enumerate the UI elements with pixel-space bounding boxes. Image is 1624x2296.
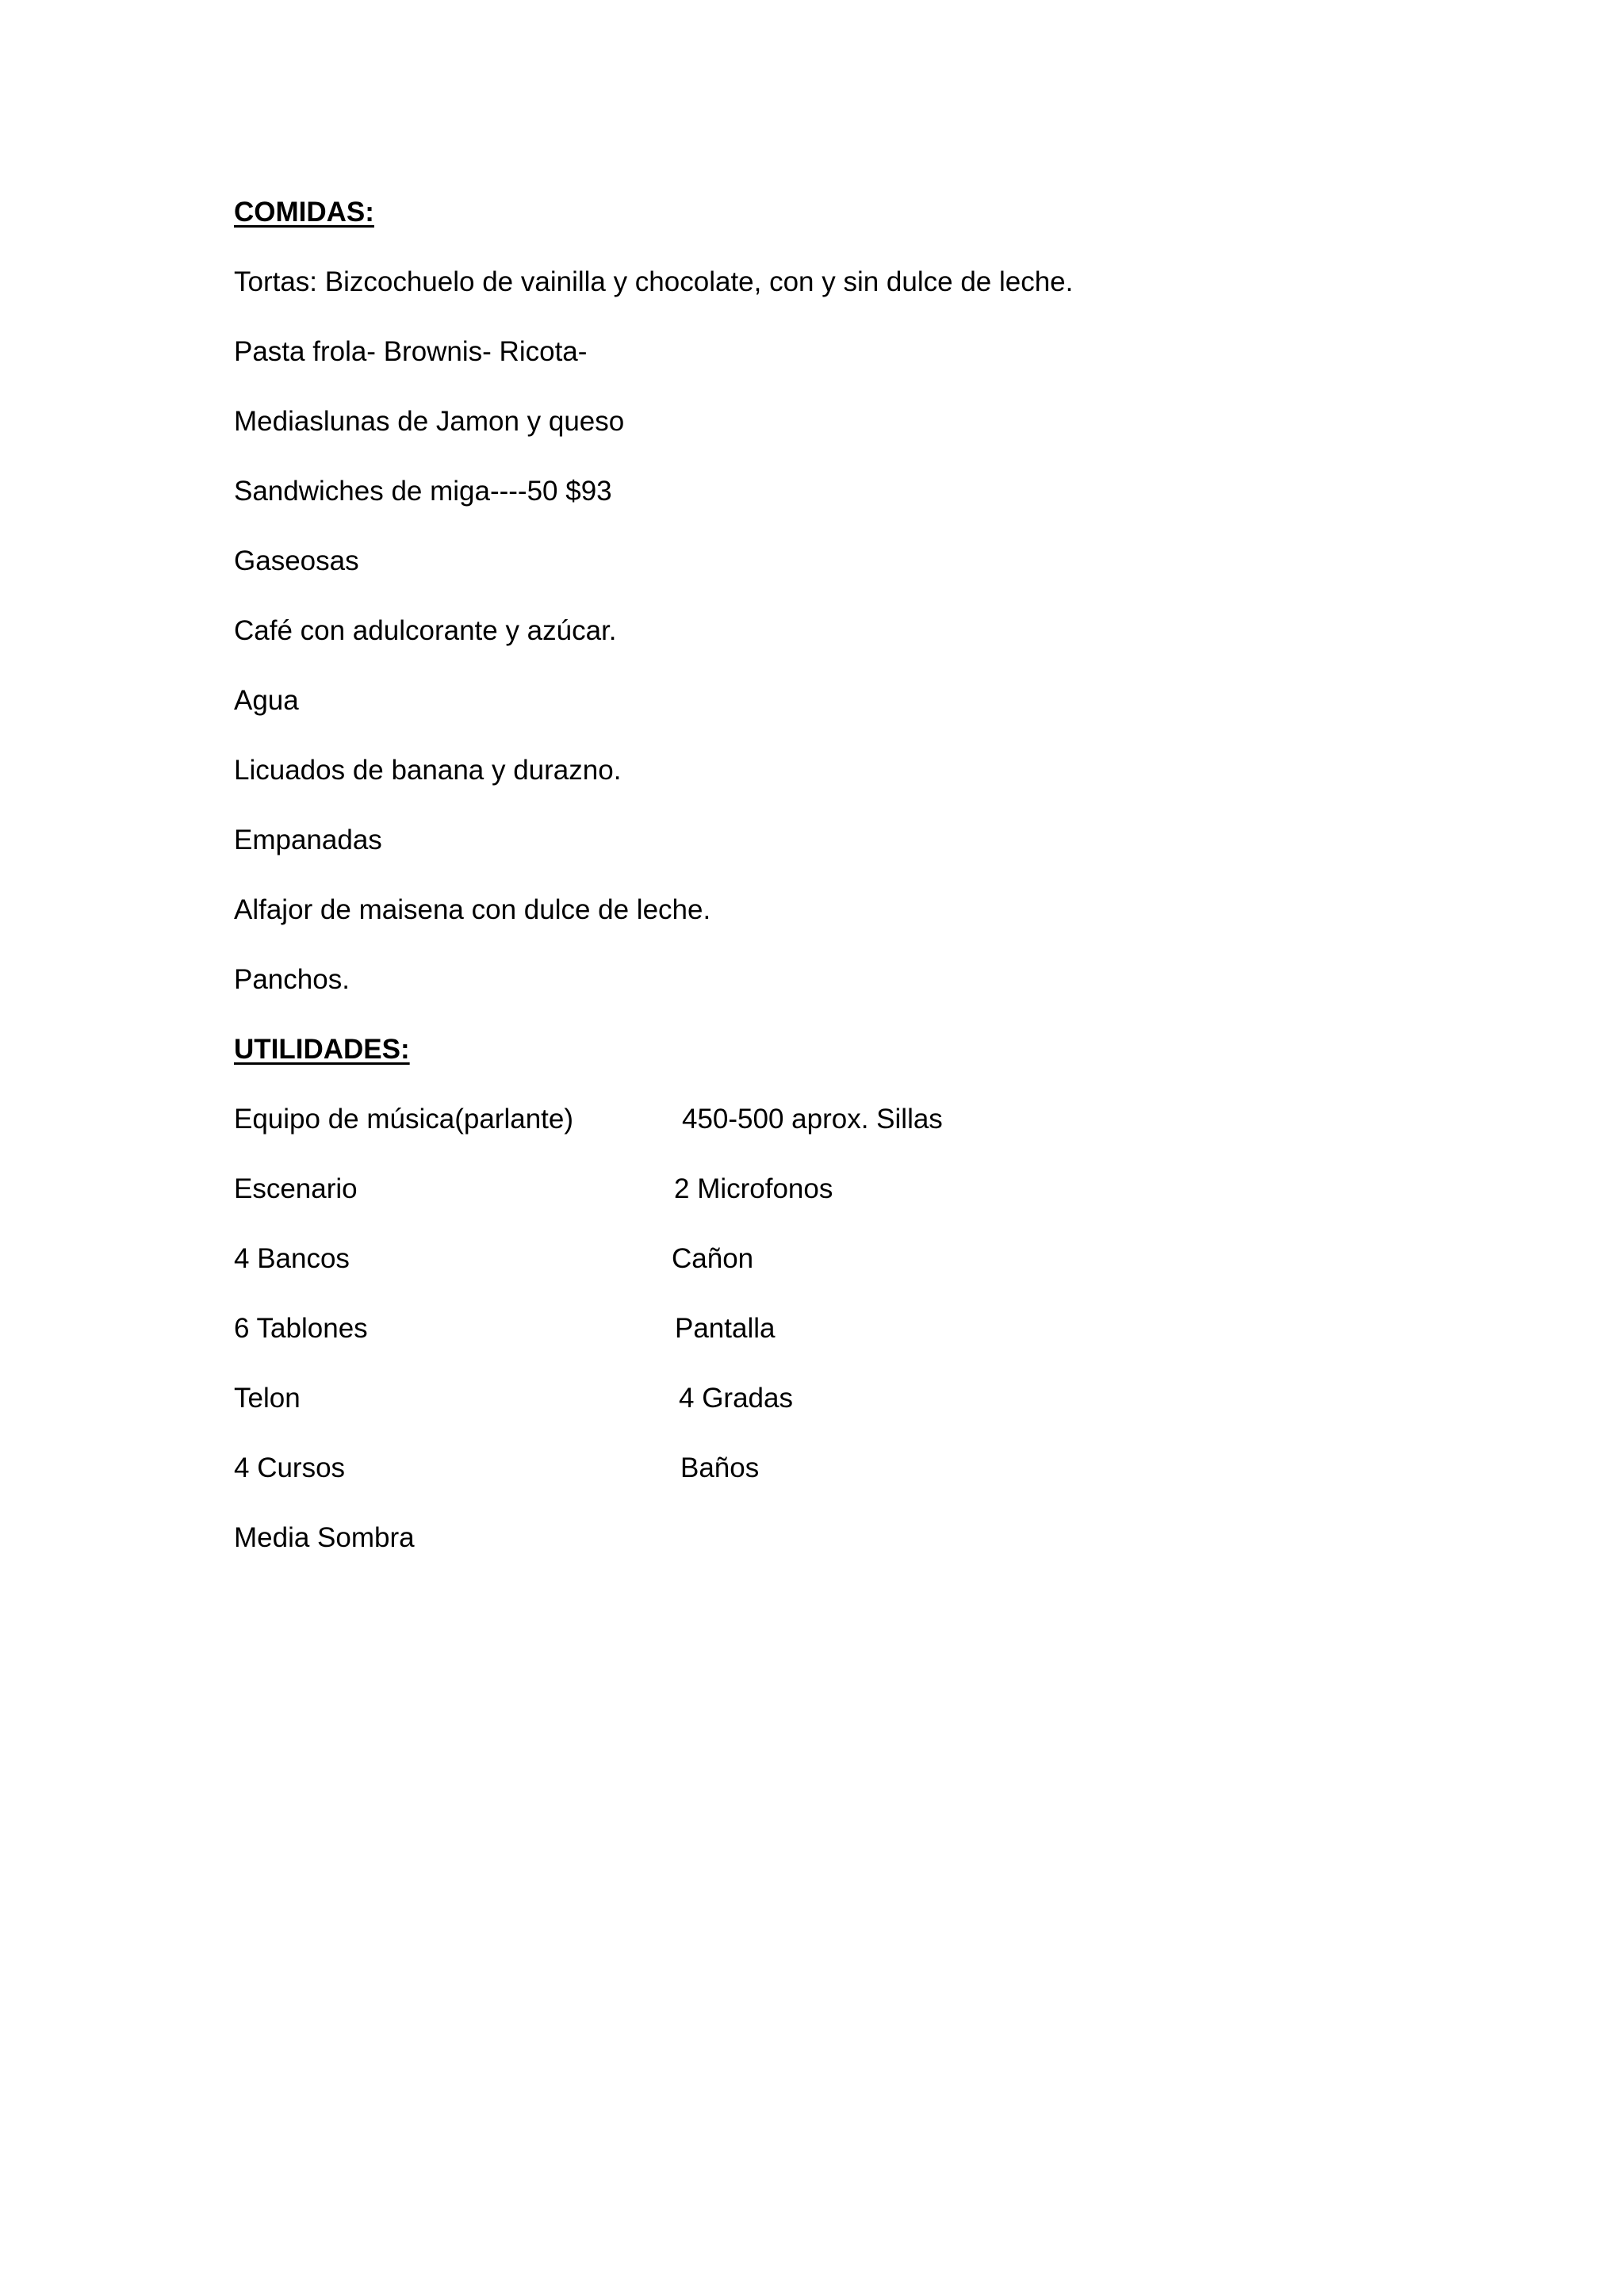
utilidades-heading: UTILIDADES: [234, 1034, 410, 1065]
utilidades-right: Cañon [672, 1243, 754, 1274]
utilidades-right: Baños [680, 1452, 760, 1483]
utilidades-left: 4 Bancos [234, 1243, 350, 1274]
utilidades-row [234, 1521, 1185, 1556]
utilidades-row [234, 1172, 1185, 1207]
comidas-item: Gaseosas [234, 545, 359, 576]
comidas-item: Licuados de banana y durazno. [234, 755, 622, 786]
utilidades-left: 4 Cursos [234, 1452, 346, 1483]
utilidades-right: Pantalla [675, 1313, 776, 1344]
comidas-item: Tortas: Bizcochuelo de vainilla y chocolate, con y sin dulce de leche. [234, 266, 1074, 297]
utilidades-left: 6 Tablones [234, 1313, 368, 1344]
utilidades-row [234, 1381, 1185, 1416]
utilidades-right: 450-500 aprox. Sillas [682, 1104, 943, 1135]
comidas-item: Sandwiches de miga----50 $93 [234, 476, 612, 507]
utilidades-left: Telon [234, 1383, 301, 1414]
utilidades-left: Media Sombra [234, 1522, 415, 1553]
utilidades-row [234, 1311, 1185, 1346]
utilidades-right: 2 Microfonos [674, 1173, 833, 1204]
utilidades-right: 4 Gradas [679, 1383, 793, 1414]
utilidades-left: Equipo de música(parlante) [234, 1104, 574, 1135]
comidas-item: Alfajor de maisena con dulce de leche. [234, 894, 711, 925]
utilidades-row [234, 1242, 1185, 1276]
utilidades-left: Escenario [234, 1173, 358, 1204]
comidas-item: Café con adulcorante y azúcar. [234, 615, 617, 646]
utilidades-row [234, 1451, 1185, 1486]
comidas-item: Empanadas [234, 825, 382, 855]
comidas-item: Agua [234, 685, 299, 716]
utilidades-row [234, 1102, 1185, 1137]
comidas-item: Mediaslunas de Jamon y queso [234, 406, 625, 437]
comidas-item: Pasta frola- Brownis- Ricota- [234, 336, 588, 367]
comidas-item: Panchos. [234, 964, 350, 995]
comidas-heading: COMIDAS: [234, 197, 374, 228]
